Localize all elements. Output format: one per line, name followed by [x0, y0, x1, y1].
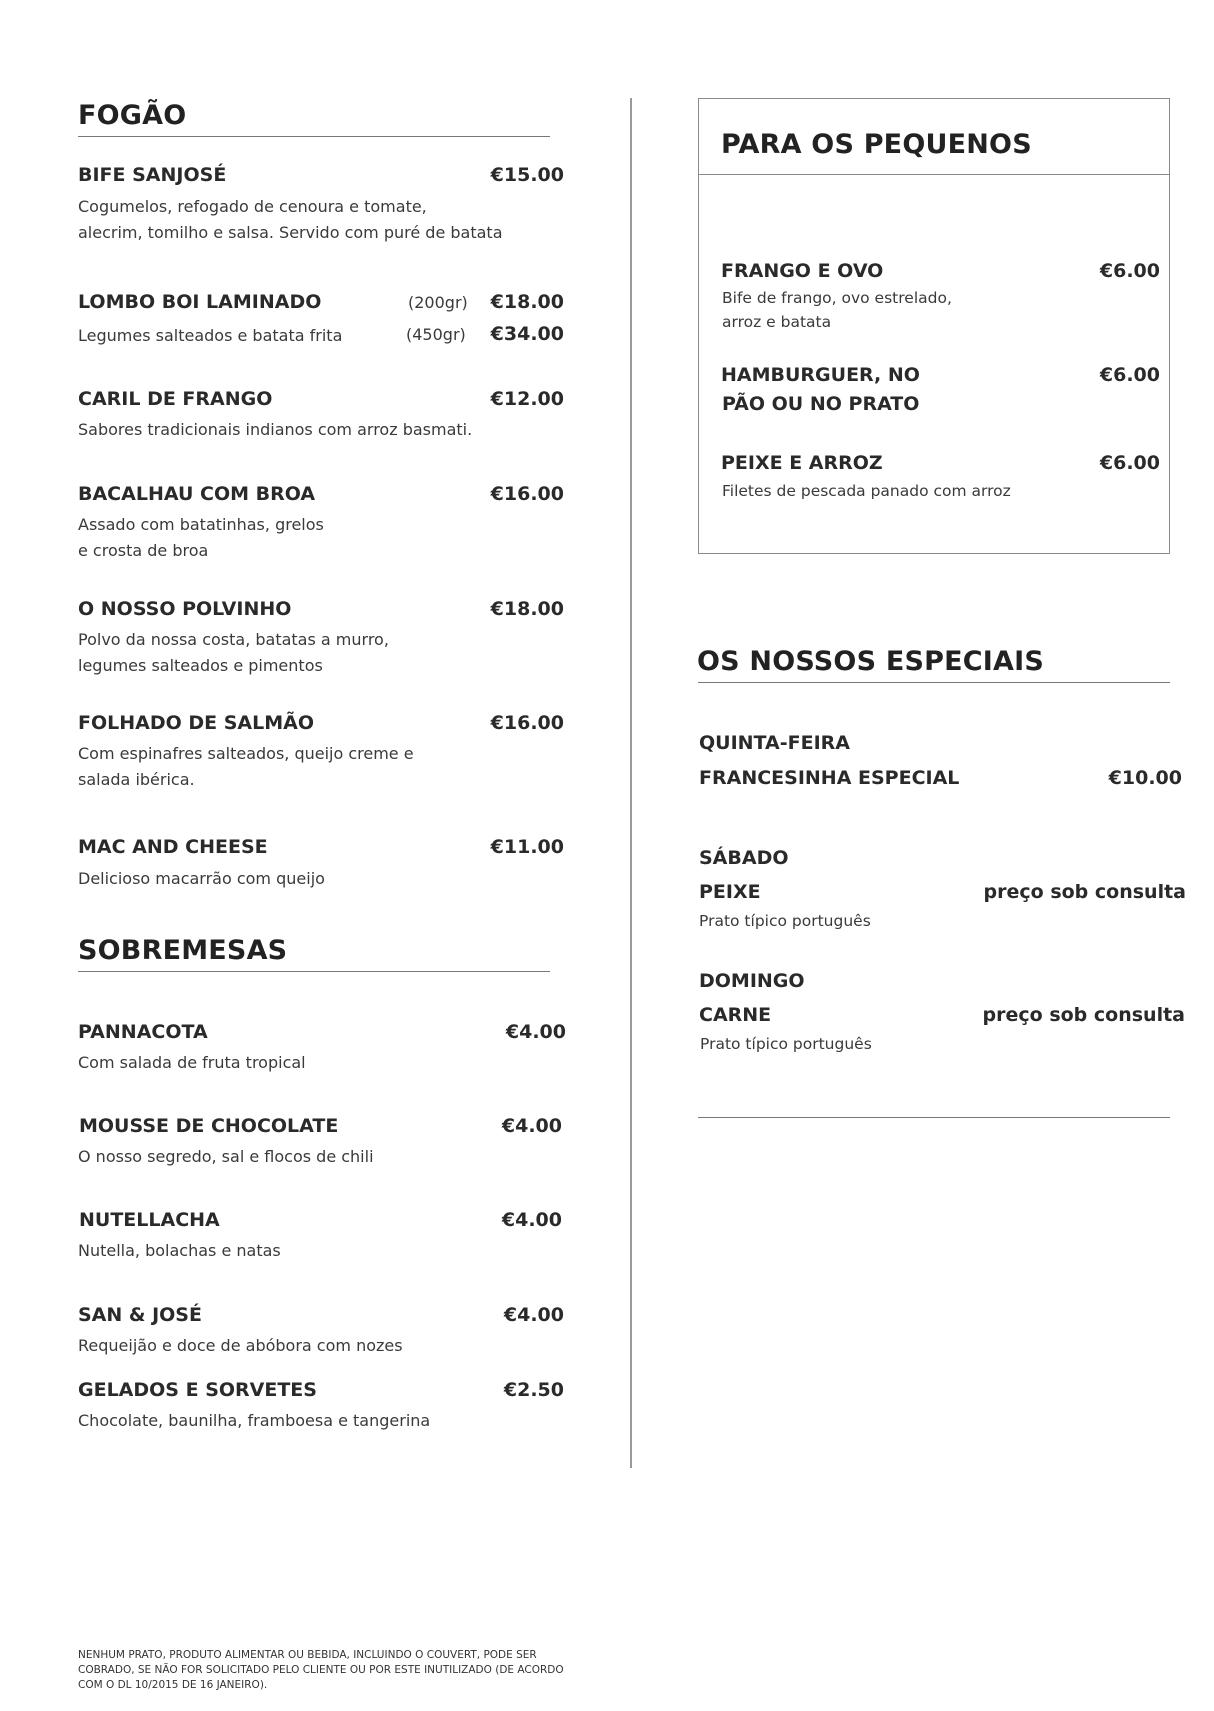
menu-item-price: €12.00: [490, 388, 564, 410]
menu-item-name: FOLHADO DE SALMÃO: [78, 712, 315, 734]
menu-item-price: €2.50: [503, 1379, 564, 1401]
menu-item-name: MAC AND CHEESE: [78, 836, 268, 858]
menu-item-price: €11.00: [490, 836, 564, 858]
menu-item-name: PEIXE E ARROZ: [721, 452, 883, 474]
menu-item-price: €10.00: [1108, 767, 1182, 789]
menu-item-name: CARIL DE FRANGO: [78, 388, 273, 410]
menu-item-desc: Polvo da nossa costa, batatas a murro,: [78, 630, 389, 649]
menu-item-desc: salada ibérica.: [78, 770, 195, 789]
menu-item-portion: (450gr): [406, 325, 466, 344]
specials-bottom-rule: [698, 1117, 1170, 1118]
kids-menu-rule: [699, 174, 1169, 175]
menu-item-name: PANNACOTA: [78, 1021, 208, 1043]
menu-item-name: MOUSSE DE CHOCOLATE: [79, 1115, 339, 1137]
fogao-rule: [78, 136, 550, 137]
menu-item-name: CARNE: [699, 1004, 772, 1026]
menu-item-name: GELADOS E SORVETES: [78, 1379, 317, 1401]
menu-item-desc: Cogumelos, refogado de cenoura e tomate,: [78, 197, 427, 216]
menu-item-desc: Prato típico português: [700, 1035, 872, 1053]
menu-item-desc: Sabores tradicionais indianos com arroz basmati.: [78, 420, 473, 439]
menu-item-price: €18.00: [490, 291, 564, 313]
menu-item-price: €4.00: [503, 1304, 564, 1326]
specials-rule: [698, 682, 1170, 683]
sobremesas-rule: [78, 971, 550, 972]
menu-item-price: €4.00: [505, 1021, 566, 1043]
menu-item-desc: O nosso segredo, sal e flocos de chili: [78, 1147, 374, 1166]
menu-item-name: PEIXE: [699, 881, 761, 903]
menu-item-desc: legumes salteados e pimentos: [78, 656, 323, 675]
legal-footer-line: COM O DL 10/2015 DE 16 JANEIRO).: [78, 1679, 268, 1691]
specials-title: OS NOSSOS ESPECIAIS: [697, 646, 1044, 677]
menu-item-name: BACALHAU COM BROA: [78, 483, 316, 505]
legal-footer: [78, 1648, 598, 1693]
menu-item-price: €15.00: [490, 164, 564, 186]
menu-item-desc: Assado com batatinhas, grelos: [78, 515, 324, 534]
menu-item-desc: Nutella, bolachas e natas: [78, 1241, 281, 1260]
menu-item-desc: alecrim, tomilho e salsa. Servido com puré de batata: [78, 223, 503, 242]
menu-item-price: €4.00: [501, 1115, 562, 1137]
menu-item-desc: arroz e batata: [722, 313, 832, 331]
menu-item-portion: (200gr): [408, 293, 468, 312]
menu-item-price: €4.00: [501, 1209, 562, 1231]
menu-item-desc: e crosta de broa: [78, 541, 209, 560]
sobremesas-title: SOBREMESAS: [78, 935, 288, 966]
menu-item-desc: Delicioso macarrão com queijo: [78, 869, 325, 888]
menu-item-price: €6.00: [1099, 260, 1160, 282]
menu-item-desc: Requeijão e doce de abóbora com nozes: [78, 1336, 403, 1355]
fogao-title: FOGÃO: [78, 100, 187, 131]
menu-item-price: €34.00: [490, 323, 564, 345]
menu-item-desc: Prato típico português: [699, 912, 871, 930]
menu-item-price: preço sob consulta: [982, 1004, 1185, 1026]
menu-item-name: SAN & JOSÉ: [78, 1304, 202, 1326]
menu-item-desc: Com salada de fruta tropical: [78, 1053, 306, 1072]
menu-item-price: €16.00: [490, 483, 564, 505]
kids-menu-title: PARA OS PEQUENOS: [721, 129, 1032, 160]
menu-item-desc: Com espinafres salteados, queijo creme e: [78, 744, 414, 763]
legal-footer-line: NENHUM PRATO, PRODUTO ALIMENTAR OU BEBIDA, INCLUINDO O COUVERT, PODE SER: [78, 1649, 537, 1661]
menu-item-name: HAMBURGUER, NO: [721, 364, 920, 386]
menu-item-price: €6.00: [1099, 364, 1160, 386]
menu-item-name: FRANCESINHA ESPECIAL: [699, 767, 960, 789]
menu-item-name: LOMBO BOI LAMINADO: [78, 291, 322, 313]
column-divider: [630, 98, 632, 1468]
menu-item-desc: Bife de frango, ovo estrelado,: [722, 289, 952, 307]
menu-item-name: BIFE SANJOSÉ: [78, 164, 227, 186]
menu-item-price: €18.00: [490, 598, 564, 620]
special-day: QUINTA-FEIRA: [699, 732, 850, 754]
menu-item-name: O NOSSO POLVINHO: [78, 598, 292, 620]
menu-item-price: €16.00: [490, 712, 564, 734]
menu-item-price: preço sob consulta: [983, 881, 1186, 903]
menu-item-name: NUTELLACHA: [79, 1209, 220, 1231]
menu-item-desc: Legumes salteados e batata frita: [78, 326, 343, 345]
menu-item-name: PÃO OU NO PRATO: [722, 393, 920, 415]
menu-item-desc: Chocolate, baunilha, framboesa e tangerina: [78, 1411, 431, 1430]
menu-item-name: FRANGO E OVO: [721, 260, 884, 282]
legal-footer-line: COBRADO, SE NÃO FOR SOLICITADO PELO CLIENTE OU POR ESTE INUTILIZADO (DE ACORDO: [78, 1664, 564, 1676]
menu-item-price: €6.00: [1099, 452, 1160, 474]
special-day: SÁBADO: [699, 847, 789, 869]
menu-item-desc: Filetes de pescada panado com arroz: [722, 482, 1011, 500]
special-day: DOMINGO: [699, 970, 805, 992]
